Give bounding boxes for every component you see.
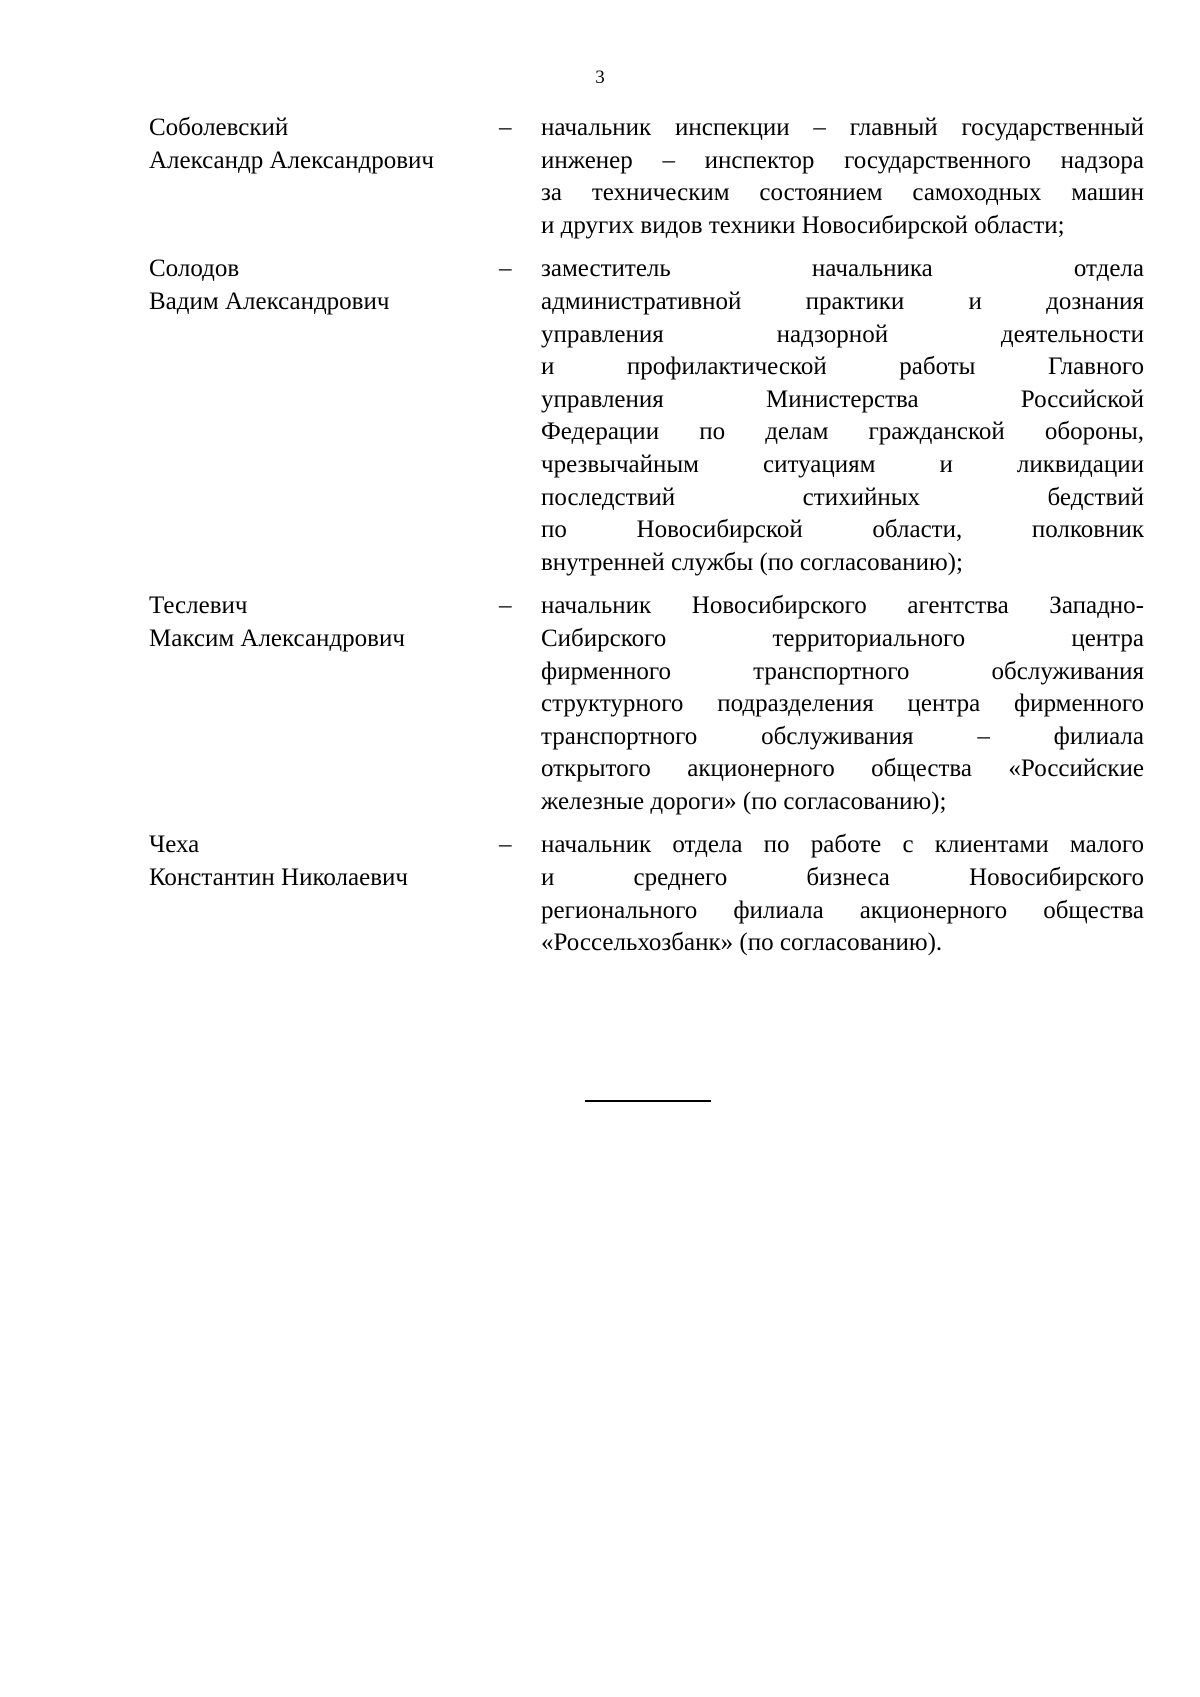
position-line: и среднего бизнеса Новосибирского [541,864,1144,892]
position-line: управления Министерства Российской [541,385,1144,413]
page-number: 3 [595,67,605,88]
member-name [149,829,499,894]
member-position [541,590,1144,818]
position-line: структурного подразделения центра фирменного [541,690,1144,718]
member-surname: Чеха [149,831,200,859]
position-line: по Новосибирской области, полковник [541,516,1144,544]
member-name [149,253,499,318]
position-line: за техническим состоянием самоходных машин [541,179,1144,207]
position-line: железные дороги» (по согласованию); [541,787,947,815]
member-surname: Солодов [149,255,240,283]
member-entry [149,829,1149,959]
dash-separator: – [499,592,512,620]
position-line: административной практики и дознания [541,287,1144,315]
member-given-names: Вадим Александрович [149,287,390,315]
position-line: заместитель начальника отдела [541,255,1144,283]
member-surname: Соболевский [149,114,289,141]
member-position [541,253,1144,579]
member-entry [149,590,1149,818]
member-given-names: Александр Александрович [149,146,434,174]
position-line: начальник отдела по работе с клиентами малого [541,831,1144,859]
position-line: начальник инспекции – главный государственный [541,114,1144,141]
member-name [149,590,499,655]
position-line: инженер – инспектор государственного надзора [541,146,1144,174]
position-line: фирменного транспортного обслуживания [541,657,1144,685]
position-line: последствий стихийных бедствий [541,483,1144,511]
position-line: управления надзорной деятельности [541,320,1144,348]
position-line: и профилактической работы Главного [541,353,1144,381]
position-line: начальник Новосибирского агентства Западно- [541,592,1144,620]
member-entry [149,112,1149,242]
position-line: и других видов техники Новосибирской области; [541,211,1065,239]
member-entry [149,253,1149,579]
member-position [541,829,1144,959]
dash-separator: – [499,255,512,283]
end-of-list-rule [585,1100,711,1102]
position-line: Сибирского территориального центра [541,624,1144,652]
member-given-names: Максим Александрович [149,624,405,652]
member-position [541,112,1144,242]
position-line: чрезвычайным ситуациям и ликвидации [541,450,1144,478]
position-line: «Россельхозбанк» (по согласованию). [541,929,943,957]
member-given-names: Константин Николаевич [149,864,408,892]
member-name [149,112,499,177]
position-line: регионального филиала акционерного общества [541,896,1144,924]
member-surname: Теслевич [149,592,248,620]
dash-separator: – [499,114,512,141]
members-list [149,112,1149,971]
position-line: Федерации по делам гражданской обороны, [541,418,1144,446]
position-line: открытого акционерного общества «Российские [541,755,1144,783]
dash-separator: – [499,831,512,859]
position-line: внутренней службы (по согласованию); [541,548,963,576]
position-line: транспортного обслуживания – филиала [541,722,1144,750]
